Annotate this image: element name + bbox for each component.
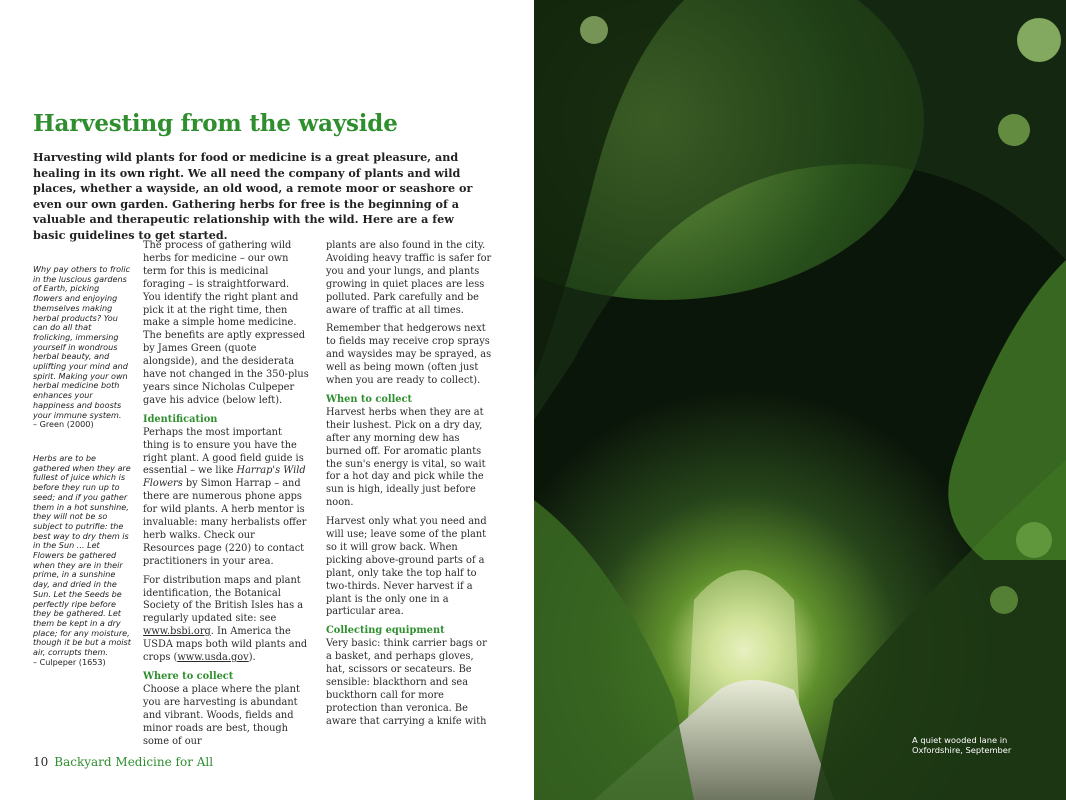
book-title-reference: Harrap's Wild Flowers: [143, 465, 306, 490]
running-title: Backyard Medicine for All: [54, 755, 214, 769]
body-column-2: [326, 240, 492, 735]
photo-caption: A quiet wooded lane in Oxfordshire, September: [912, 735, 1012, 755]
intro-paragraph: Harvesting wild plants for food or medicine is a great pleasure, and healing in its own right. We all need the company of plants and wild places, whether a wayside, an old wood, a remote moor or seashore or even our own garden. Gathering herbs for free is the beginning of a valuable and therapeutic relationship with the wild. Here are a few basic guidelines to get started.: [33, 150, 473, 242]
paragraph: Very basic: think carrier bags or a basket, and perhaps gloves, hat, scissors or secateurs. Be sensible: blackthorn and sea buckthorn call for more protection than veronica. Be aware that carrying a knife with: [326, 638, 487, 727]
page-footer: [33, 755, 213, 769]
quote-text: Why pay others to frolic in the luscious gardens of Earth, picking flowers and enjoying themselves making herbal products? You can do all that frolicking, immersing yourself in wondrous herbal beauty, and uplifting your mind and spirit. Making your own herbal medicine both enhances your happiness and boosts your immune system.: [33, 264, 131, 420]
bsbi-link[interactable]: www.bsbi.org: [143, 626, 211, 638]
paragraph: Harvest herbs when they are at their lushest. Pick on a dry day, after any morning dew has burned off. For aromatic plants the sun's energy is vital, so wait for a hot day and pick while the sun is high, ideally just before noon.: [326, 406, 486, 509]
paragraph: plants are also found in the city. Avoiding heavy traffic is safer for you and your lungs, and plants growing in quiet places are less polluted. Park carefully and be aware of traffic at all times.: [326, 240, 492, 316]
photo-illustration: [534, 0, 1066, 800]
paragraph: For distribution maps and plant identification, the Botanical Society of the British Isles has a regularly updated site: see www.bsbi.org. In America the USDA maps both wild plants and crops (www.usda.gov).: [143, 574, 308, 664]
subheading-collecting-equipment: Collecting equipment: [326, 625, 445, 637]
quote-text: Herbs are to be gathered when they are fullest of juice which is before they run up to seed; and if you gather them in a hot sunshine, they will not be so subject to putrifie: the best way to dry them is in the Sun ... Let Flowers be gathered when they are in their prime, in a sunshine day, and dried in the Sun. Let the Seeds be perfectly ripe before they be gathered. Let them be kept in a dry place; for any moisture, though it be but a moist air, corrupts them.: [33, 453, 131, 658]
wooded-lane-photo: [534, 0, 1066, 800]
quote-attribution: – Green (2000): [33, 419, 94, 430]
paragraph: The process of gathering wild herbs for medicine – our own term for this is medicinal foraging – is straightforward. You identify the right plant and pick it at the right time, then make a simple home medicine. The benefits are aptly expressed by James Green (quote alongside), and the desiderata have not changed in the 350-plus years since Nicholas Culpeper gave his advice (below left).: [143, 240, 309, 406]
page-title: Harvesting from the wayside: [33, 110, 398, 137]
sidebar-quote-culpeper: [33, 454, 131, 667]
quote-attribution: – Culpeper (1653): [33, 656, 106, 667]
subheading-identification: Identification: [143, 413, 218, 425]
sidebar-quote-green: [33, 265, 131, 430]
paragraph: Choose a place where the plant you are harvesting is abundant and vibrant. Woods, fields and minor roads are best, though some of our: [143, 683, 300, 747]
page-number: 10: [33, 755, 49, 769]
subheading-when-to-collect: When to collect: [326, 393, 413, 405]
subheading-where-to-collect: Where to collect: [143, 671, 234, 682]
paragraph: Perhaps the most important thing is to ensure you have the right plant. A good field guide is essential – we like Harrap's Wild Flowers by Simon Harrap – and there are numerous phone apps for wild plants. A herb mentor is invaluable: many herbalists offer herb walks. Check our Resources page (220) to contact practitioners in your area.: [143, 426, 307, 567]
body-column-1: [143, 240, 309, 754]
paragraph: Harvest only what you need and will use; leave some of the plant so it will grow back. When picking above-ground parts of a plant, only take the top half to two-thirds. Never harvest if a plant is the only one in a particular area.: [326, 516, 487, 618]
usda-link[interactable]: www.usda.gov: [177, 652, 249, 664]
paragraph: Remember that hedgerows next to fields may receive crop sprays and waysides may be sprayed, as well as being mown (often just when you are ready to collect).: [326, 323, 492, 387]
